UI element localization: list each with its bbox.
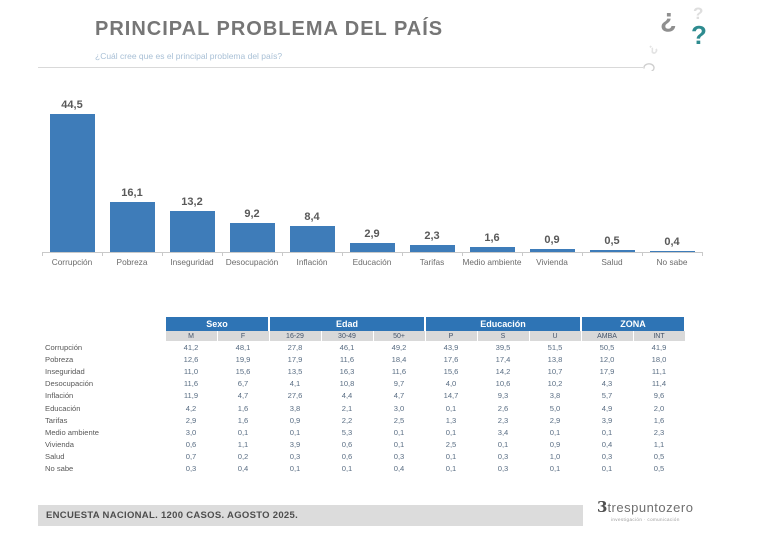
table-value-cell: 27,8 bbox=[287, 342, 303, 352]
table-value-cell: 0,9 bbox=[549, 440, 561, 450]
table-subheader-cell: S bbox=[478, 331, 529, 341]
table-value-cell: 11,6 bbox=[339, 354, 355, 364]
table-value-cell: 3,9 bbox=[601, 415, 613, 425]
table-value-cell: 5,0 bbox=[549, 403, 561, 413]
category-label: Pobreza bbox=[116, 257, 148, 267]
table-value-cell: 11,4 bbox=[651, 379, 667, 389]
table-subheader-cell: AMBA bbox=[582, 331, 633, 341]
bar-value-label: 13,2 bbox=[181, 196, 203, 208]
table-value-cell: 3,9 bbox=[289, 440, 301, 450]
table-value-cell: 39,5 bbox=[495, 342, 511, 352]
bar bbox=[170, 211, 215, 252]
table-value-cell: 4,7 bbox=[237, 391, 249, 401]
table-value-cell: 41,9 bbox=[651, 342, 667, 352]
table-value-cell: 13,8 bbox=[547, 354, 563, 364]
question-marks-logo bbox=[644, 2, 730, 64]
table-value-cell: 0,3 bbox=[185, 464, 197, 474]
table-value-cell: 0,1 bbox=[445, 427, 457, 437]
chart-bar-slot bbox=[162, 196, 222, 252]
table-subheader-cell: M bbox=[166, 331, 217, 341]
table-value-cell: 50,5 bbox=[599, 342, 615, 352]
table-value-cell: 0,3 bbox=[289, 452, 301, 462]
table-value-cell: 0,1 bbox=[549, 427, 561, 437]
chart-bar-slot bbox=[582, 235, 642, 252]
chart-bar-slot bbox=[282, 211, 342, 252]
table-row-label: Tarifas bbox=[45, 415, 68, 425]
table-value-cell: 12,6 bbox=[183, 354, 199, 364]
question-mark-faint2-icon: ? bbox=[644, 41, 662, 58]
bar-value-label: 2,9 bbox=[364, 228, 380, 240]
category-label: Medio ambiente bbox=[462, 257, 522, 267]
bar bbox=[650, 251, 695, 252]
table-value-cell: 10,2 bbox=[547, 379, 563, 389]
bar-chart bbox=[42, 100, 702, 267]
chart-bar-slot bbox=[522, 234, 582, 252]
table-value-cell: 13,5 bbox=[287, 366, 303, 376]
table-group-header-sexo: Sexo bbox=[166, 317, 268, 331]
table-row-label: Inseguridad bbox=[45, 366, 85, 376]
axis-tick bbox=[222, 252, 223, 256]
table-subheader-cell: 50+ bbox=[374, 331, 425, 341]
table-value-cell: 48,1 bbox=[235, 342, 251, 352]
bar bbox=[470, 247, 515, 252]
bar-value-label: 0,9 bbox=[544, 234, 560, 246]
table-value-cell: 0,9 bbox=[289, 415, 301, 425]
table-value-cell: 11,1 bbox=[651, 366, 667, 376]
table-value-cell: 19,9 bbox=[235, 354, 251, 364]
table-value-cell: 49,2 bbox=[391, 342, 407, 352]
category-label: Educación bbox=[352, 257, 392, 267]
table-value-cell: 1,3 bbox=[445, 415, 457, 425]
chart-bar-slot bbox=[42, 99, 102, 252]
bar-value-label: 0,5 bbox=[604, 235, 620, 247]
table-group-header-edad: Edad bbox=[270, 317, 424, 331]
table-value-cell: 16,3 bbox=[339, 366, 355, 376]
table-value-cell: 1,0 bbox=[549, 452, 561, 462]
table-value-cell: 11,9 bbox=[183, 391, 199, 401]
table-subheader-cell: P bbox=[426, 331, 477, 341]
chart-bar-slot bbox=[342, 228, 402, 252]
table-value-cell: 3,4 bbox=[497, 427, 509, 437]
bar bbox=[50, 114, 95, 252]
table-subheader-cell: 30-49 bbox=[322, 331, 373, 341]
category-label: Desocupación bbox=[225, 257, 279, 267]
table-value-cell: 0,4 bbox=[393, 464, 405, 474]
table-value-cell: 0,1 bbox=[601, 427, 613, 437]
table-value-cell: 0,1 bbox=[393, 440, 405, 450]
table-value-cell: 41,2 bbox=[183, 342, 199, 352]
axis-tick bbox=[642, 252, 643, 256]
bar-value-label: 1,6 bbox=[484, 232, 500, 244]
table-value-cell: 1,6 bbox=[237, 415, 249, 425]
bar-value-label: 16,1 bbox=[121, 187, 143, 199]
table-value-cell: 0,5 bbox=[653, 452, 665, 462]
table-value-cell: 0,1 bbox=[445, 403, 457, 413]
table-value-cell: 0,6 bbox=[185, 440, 197, 450]
footer-bar bbox=[38, 505, 583, 526]
axis-tick bbox=[702, 252, 703, 256]
question-mark-faint-icon: ? bbox=[693, 4, 704, 23]
table-value-cell: 3,0 bbox=[393, 403, 405, 413]
axis-tick bbox=[402, 252, 403, 256]
axis-tick bbox=[342, 252, 343, 256]
table-row-label: No sabe bbox=[45, 464, 74, 474]
axis-tick bbox=[582, 252, 583, 256]
table-value-cell: 2,5 bbox=[393, 415, 405, 425]
table-value-cell: 17,9 bbox=[599, 366, 615, 376]
table-value-cell: 2,9 bbox=[549, 415, 561, 425]
table-value-cell: 15,6 bbox=[443, 366, 459, 376]
table-value-cell: 4,4 bbox=[341, 391, 353, 401]
table-value-cell: 3,8 bbox=[289, 403, 301, 413]
table-row-label: Salud bbox=[45, 452, 65, 462]
table-value-cell: 18,4 bbox=[391, 354, 407, 364]
header-divider bbox=[38, 67, 643, 68]
table-value-cell: 2,2 bbox=[341, 415, 353, 425]
table-value-cell: 43,9 bbox=[443, 342, 459, 352]
table-value-cell: 0,1 bbox=[549, 464, 561, 474]
table-value-cell: 4,1 bbox=[289, 379, 301, 389]
page-subtitle: ¿Cuál cree que es el principal problema del país? bbox=[95, 51, 283, 61]
table-value-cell: 9,3 bbox=[497, 391, 509, 401]
table-value-cell: 0,3 bbox=[497, 452, 509, 462]
table-value-cell: 14,2 bbox=[495, 366, 511, 376]
category-label: Vivienda bbox=[536, 257, 568, 267]
table-value-cell: 5,3 bbox=[341, 427, 353, 437]
brand-mark-icon: 3 bbox=[597, 498, 608, 516]
survey-method-note: ENCUESTA NACIONAL. 1200 CASOS. AGOSTO 2025. bbox=[46, 510, 299, 521]
table-value-cell: 0,1 bbox=[445, 464, 457, 474]
table-value-cell: 17,4 bbox=[495, 354, 511, 364]
bar bbox=[410, 245, 455, 252]
bar-value-label: 44,5 bbox=[61, 99, 83, 111]
table-value-cell: 11,6 bbox=[183, 379, 199, 389]
chart-bar-slot bbox=[642, 236, 702, 252]
chart-bar-slot bbox=[462, 232, 522, 252]
table-value-cell: 10,7 bbox=[547, 366, 563, 376]
table-value-cell: 0,1 bbox=[289, 427, 301, 437]
table-value-cell: 1,6 bbox=[237, 403, 249, 413]
table-row-label: Educación bbox=[45, 403, 81, 413]
table-value-cell: 1,1 bbox=[237, 440, 249, 450]
table-value-cell: 1,1 bbox=[653, 440, 665, 450]
category-label: Inseguridad bbox=[170, 257, 214, 267]
table-value-cell: 9,7 bbox=[393, 379, 405, 389]
chart-bar-slot bbox=[222, 208, 282, 252]
table-value-cell: 4,9 bbox=[601, 403, 613, 413]
chart-bar-slot bbox=[402, 230, 462, 252]
bar bbox=[230, 223, 275, 252]
table-value-cell: 0,3 bbox=[393, 452, 405, 462]
table-value-cell: 2,0 bbox=[653, 403, 665, 413]
table-value-cell: 0,1 bbox=[237, 427, 249, 437]
table-value-cell: 3,8 bbox=[549, 391, 561, 401]
category-label: No sabe bbox=[656, 257, 688, 267]
table-row-label: Desocupación bbox=[45, 379, 94, 389]
bar-value-label: 8,4 bbox=[304, 211, 320, 223]
table-value-cell: 1,6 bbox=[653, 415, 665, 425]
table-value-cell: 51,5 bbox=[547, 342, 563, 352]
table-value-cell: 0,1 bbox=[497, 440, 509, 450]
table-value-cell: 0,7 bbox=[185, 452, 197, 462]
table-value-cell: 2,3 bbox=[497, 415, 509, 425]
bar bbox=[590, 250, 635, 252]
axis-tick bbox=[42, 252, 43, 256]
table-subheader-cell: 16-29 bbox=[270, 331, 321, 341]
table-value-cell: 0,1 bbox=[341, 464, 353, 474]
axis-tick bbox=[462, 252, 463, 256]
bar-value-label: 9,2 bbox=[244, 208, 260, 220]
bar bbox=[530, 249, 575, 252]
category-label: Corrupción bbox=[51, 257, 93, 267]
table-value-cell: 0,1 bbox=[289, 464, 301, 474]
table-value-cell: 11,6 bbox=[391, 366, 407, 376]
question-mark-gray-icon: ? bbox=[660, 7, 677, 37]
table-group-header-educacion: Educación bbox=[426, 317, 580, 331]
table-row-label: Vivienda bbox=[45, 440, 74, 450]
table-value-cell: 18,0 bbox=[651, 354, 667, 364]
axis-tick bbox=[282, 252, 283, 256]
category-label: Tarifas bbox=[419, 257, 445, 267]
axis-tick bbox=[102, 252, 103, 256]
category-label: Inflación bbox=[296, 257, 328, 267]
table-value-cell: 0,1 bbox=[445, 452, 457, 462]
question-mark-teal-icon: ? bbox=[691, 20, 707, 50]
brand-logo bbox=[597, 500, 742, 522]
table-value-cell: 5,7 bbox=[601, 391, 613, 401]
table-value-cell: 2,6 bbox=[497, 403, 509, 413]
table-value-cell: 15,6 bbox=[235, 366, 251, 376]
table-row-label: Pobreza bbox=[45, 354, 74, 364]
page-title: PRINCIPAL PROBLEMA DEL PAÍS bbox=[95, 18, 444, 40]
table-group-header-zona: ZONA bbox=[582, 317, 684, 331]
table-value-cell: 0,1 bbox=[601, 464, 613, 474]
bar bbox=[290, 226, 335, 252]
table-value-cell: 2,1 bbox=[341, 403, 353, 413]
table-row-label: Corrupción bbox=[45, 342, 83, 352]
table-value-cell: 9,6 bbox=[653, 391, 665, 401]
table-value-cell: 4,3 bbox=[601, 379, 613, 389]
table-value-cell: 11,0 bbox=[183, 366, 199, 376]
table-value-cell: 27,6 bbox=[287, 391, 303, 401]
bar-chart-category-axis bbox=[42, 257, 702, 267]
table-value-cell: 4,7 bbox=[393, 391, 405, 401]
table-value-cell: 2,9 bbox=[185, 415, 197, 425]
table-value-cell: 0,4 bbox=[237, 464, 249, 474]
table-subheader-cell: F bbox=[218, 331, 269, 341]
table-subheader-cell: U bbox=[530, 331, 581, 341]
table-value-cell: 10,8 bbox=[339, 379, 355, 389]
table-value-cell: 0,3 bbox=[601, 452, 613, 462]
table-value-cell: 17,9 bbox=[287, 354, 303, 364]
chart-bar-slot bbox=[102, 187, 162, 252]
brand-tagline: investigación · comunicación bbox=[611, 516, 680, 522]
crosstab-table bbox=[43, 317, 685, 475]
table-row-label: Medio ambiente bbox=[45, 427, 100, 437]
table-value-cell: 0,6 bbox=[341, 440, 353, 450]
table-corner-cell bbox=[43, 317, 165, 331]
table-value-cell: 4,2 bbox=[185, 403, 197, 413]
table-value-cell: 0,4 bbox=[601, 440, 613, 450]
table-value-cell: 2,3 bbox=[653, 427, 665, 437]
bar-chart-plot-area bbox=[42, 100, 702, 253]
table-subheader-cell: INT bbox=[634, 331, 685, 341]
table-row-label: Inflación bbox=[45, 391, 74, 401]
table-value-cell: 3,0 bbox=[185, 427, 197, 437]
bar-value-label: 0,4 bbox=[664, 236, 680, 248]
category-label: Salud bbox=[601, 257, 623, 267]
table-value-cell: 0,1 bbox=[393, 427, 405, 437]
table-value-cell: 2,5 bbox=[445, 440, 457, 450]
table-value-cell: 46,1 bbox=[339, 342, 355, 352]
table-value-cell: 0,5 bbox=[653, 464, 665, 474]
table-value-cell: 6,7 bbox=[237, 379, 249, 389]
axis-tick bbox=[522, 252, 523, 256]
table-value-cell: 0,6 bbox=[341, 452, 353, 462]
brand-name: trespuntozero bbox=[607, 500, 694, 515]
bar bbox=[350, 243, 395, 252]
table-value-cell: 12,0 bbox=[599, 354, 615, 364]
table-value-cell: 17,6 bbox=[443, 354, 459, 364]
table-value-cell: 0,2 bbox=[237, 452, 249, 462]
axis-tick bbox=[162, 252, 163, 256]
table-value-cell: 4,0 bbox=[445, 379, 457, 389]
bar-value-label: 2,3 bbox=[424, 230, 440, 242]
bar bbox=[110, 202, 155, 252]
table-value-cell: 0,3 bbox=[497, 464, 509, 474]
table-value-cell: 14,7 bbox=[443, 391, 459, 401]
table-value-cell: 10,6 bbox=[495, 379, 511, 389]
